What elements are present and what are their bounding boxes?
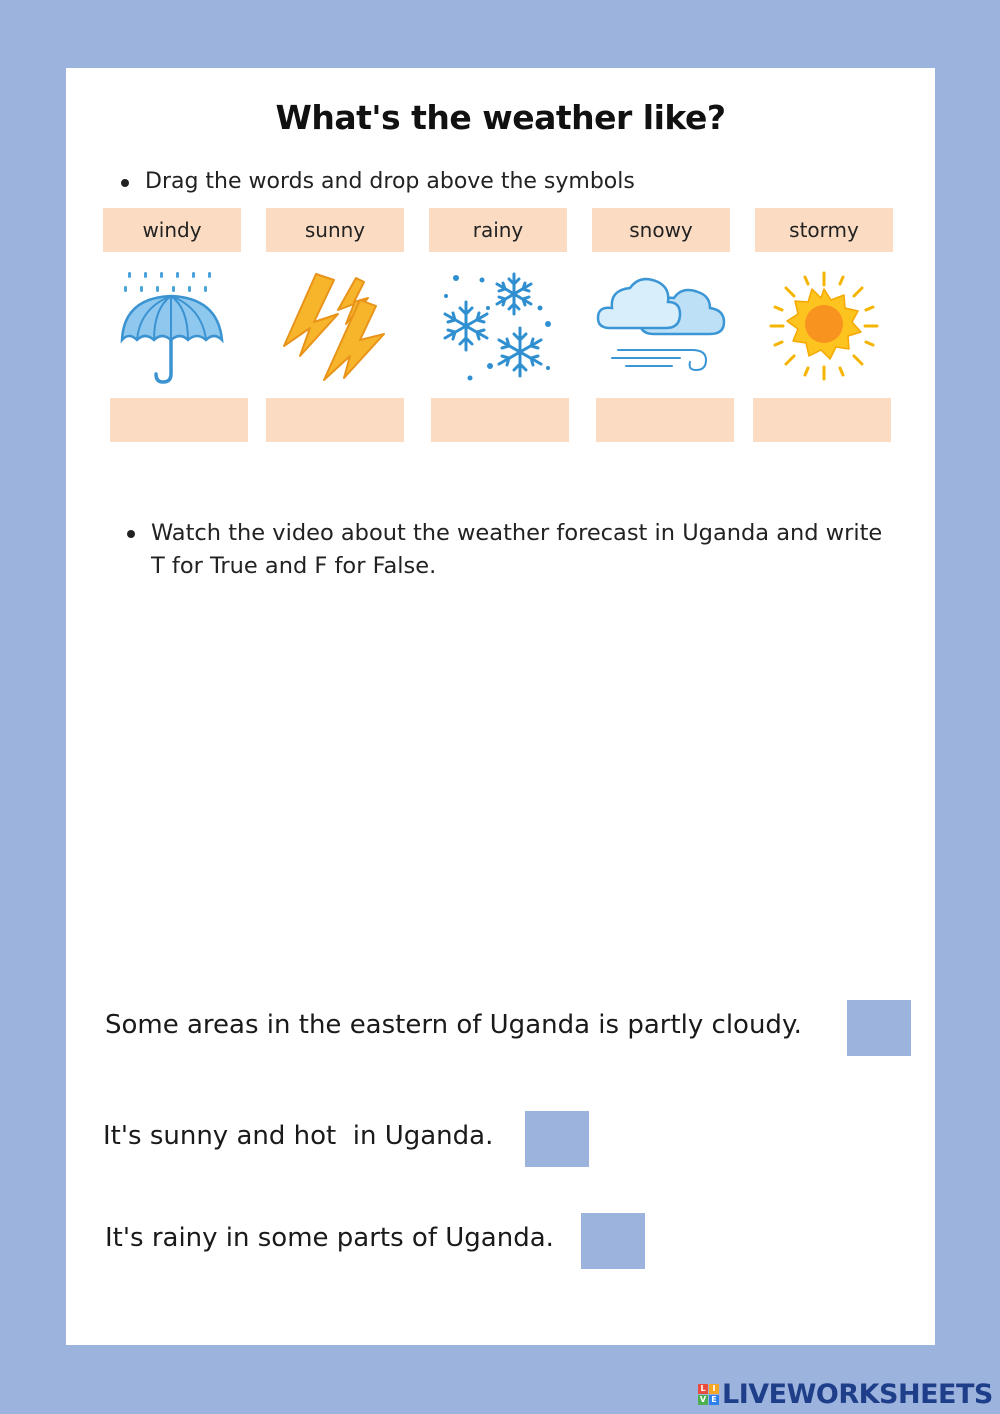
word-tile-rainy[interactable]: rainy (429, 208, 567, 252)
drop-target-4[interactable] (596, 398, 734, 442)
cloud-wind-icon (596, 270, 730, 384)
answer-field-2[interactable] (525, 1111, 589, 1167)
drop-target-1[interactable] (110, 398, 248, 442)
lightning-icon (280, 270, 390, 384)
instruction-drag-text: Drag the words and drop above the symbols (145, 169, 635, 194)
snowflakes-icon (436, 268, 564, 384)
word-tile-windy[interactable]: windy (103, 208, 241, 252)
worksheet-page (66, 68, 935, 1345)
umbrella-rain-icon (118, 268, 228, 386)
word-tile-stormy[interactable]: stormy (755, 208, 893, 252)
word-tile-snowy[interactable]: snowy (592, 208, 730, 252)
answer-field-3[interactable] (581, 1213, 645, 1269)
drop-target-5[interactable] (753, 398, 891, 442)
drop-target-2[interactable] (266, 398, 404, 442)
statement-2: It's sunny and hot in Uganda. (103, 1121, 494, 1151)
bullet-icon (121, 179, 129, 187)
word-tile-sunny[interactable]: sunny (266, 208, 404, 252)
instruction-video-text: Watch the video about the weather forecast in Uganda and write T for True and F for False. (151, 520, 883, 579)
page-title: What's the weather like? (275, 98, 726, 137)
liveworksheets-logo[interactable] (698, 1379, 993, 1410)
sun-icon (769, 271, 879, 381)
instruction-video (127, 517, 887, 583)
answer-field-1[interactable] (847, 1000, 911, 1056)
bullet-icon (127, 530, 135, 538)
drop-target-3[interactable] (431, 398, 569, 442)
instruction-drag (121, 169, 635, 194)
statement-1: Some areas in the eastern of Uganda is partly cloudy. (105, 1010, 802, 1040)
statement-3: It's rainy in some parts of Uganda. (105, 1223, 554, 1253)
logo-text: LIVEWORKSHEETS (722, 1379, 993, 1410)
logo-badge-icon: L I V E (698, 1384, 719, 1405)
